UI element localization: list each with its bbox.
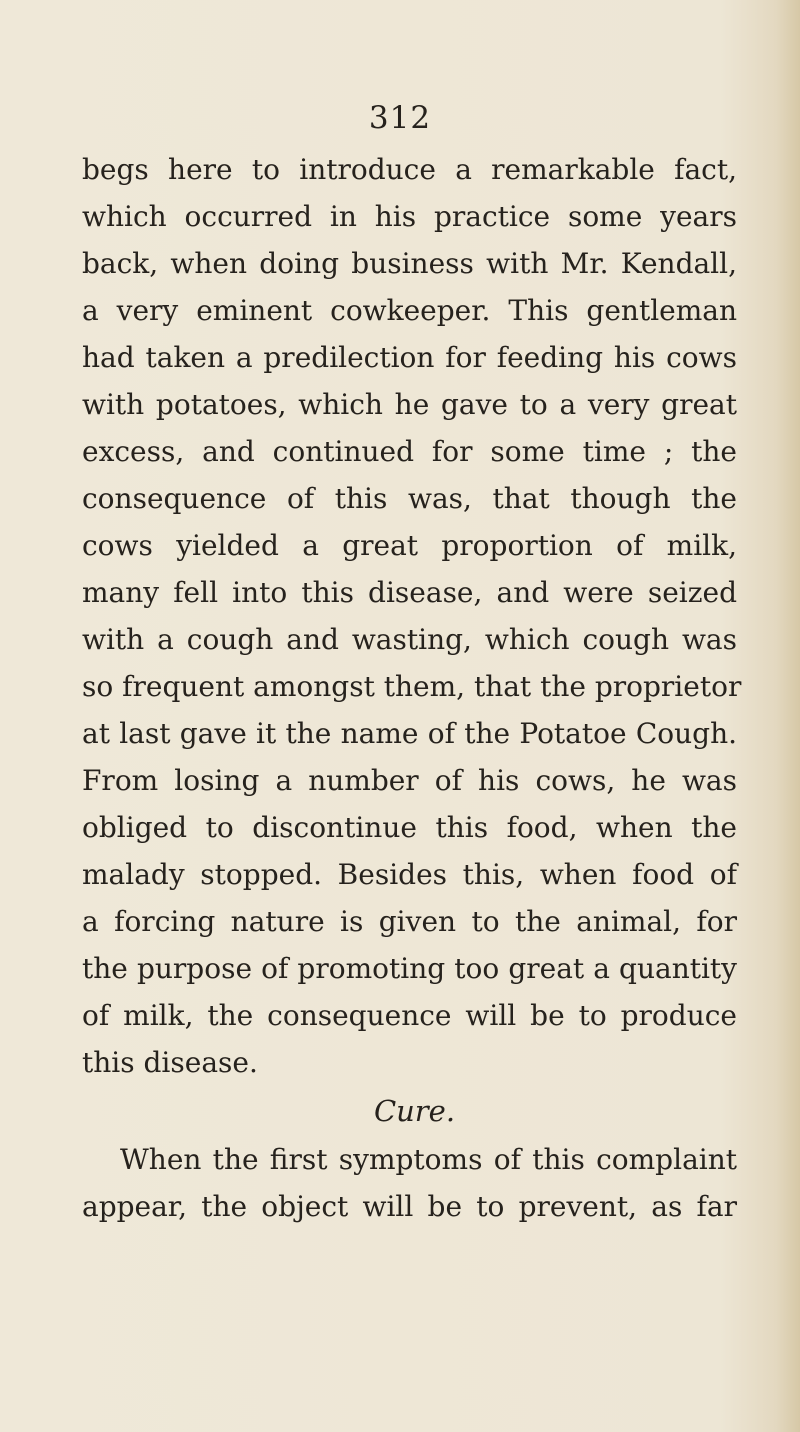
text-line: had taken a predilection for feeding his cows — [82, 341, 737, 374]
text-line: appear, the object will be to prevent, as far — [82, 1190, 737, 1223]
text-line: excess, and continued for some time ; the — [82, 435, 737, 468]
section-heading: Cure. — [373, 1094, 456, 1128]
text-line: begs here to introduce a remarkable fact, — [82, 153, 737, 186]
text-line: so frequent amongst them, that the proprietor — [82, 670, 742, 703]
text-line: with a cough and wasting, which cough was — [82, 623, 737, 656]
text-line: at last gave it the name of the Potatoe Cough. — [82, 717, 737, 750]
text-line: a forcing nature is given to the animal, for — [82, 905, 737, 938]
text-line: which occurred in his practice some years — [82, 200, 737, 233]
text-line: From losing a number of his cows, he was — [82, 764, 737, 797]
text-line: with potatoes, which he gave to a very great — [82, 388, 737, 421]
text-line: back, when doing business with Mr. Kendall, — [82, 247, 737, 280]
text-line: many fell into this disease, and were seized — [82, 576, 737, 609]
paragraph-2 — [82, 1136, 737, 1230]
text-line: a very eminent cowkeeper. This gentleman — [82, 294, 737, 327]
text-line: When the first symptoms of this complaint — [120, 1143, 737, 1176]
text-line: cows yielded a great proportion of milk, — [82, 529, 737, 562]
text-line: this disease. — [82, 1046, 258, 1079]
text-line: the purpose of promoting too great a quantity — [82, 952, 737, 985]
text-line: of milk, the consequence will be to produce — [82, 999, 737, 1032]
paragraph-1 — [82, 146, 742, 1086]
body-text — [82, 146, 742, 1230]
text-line: consequence of this was, that though the — [82, 482, 737, 515]
page-number: 312 — [368, 100, 432, 136]
text-line: obliged to discontinue this food, when the — [82, 811, 737, 844]
text-line: malady stopped. Besides this, when food of — [82, 858, 737, 891]
